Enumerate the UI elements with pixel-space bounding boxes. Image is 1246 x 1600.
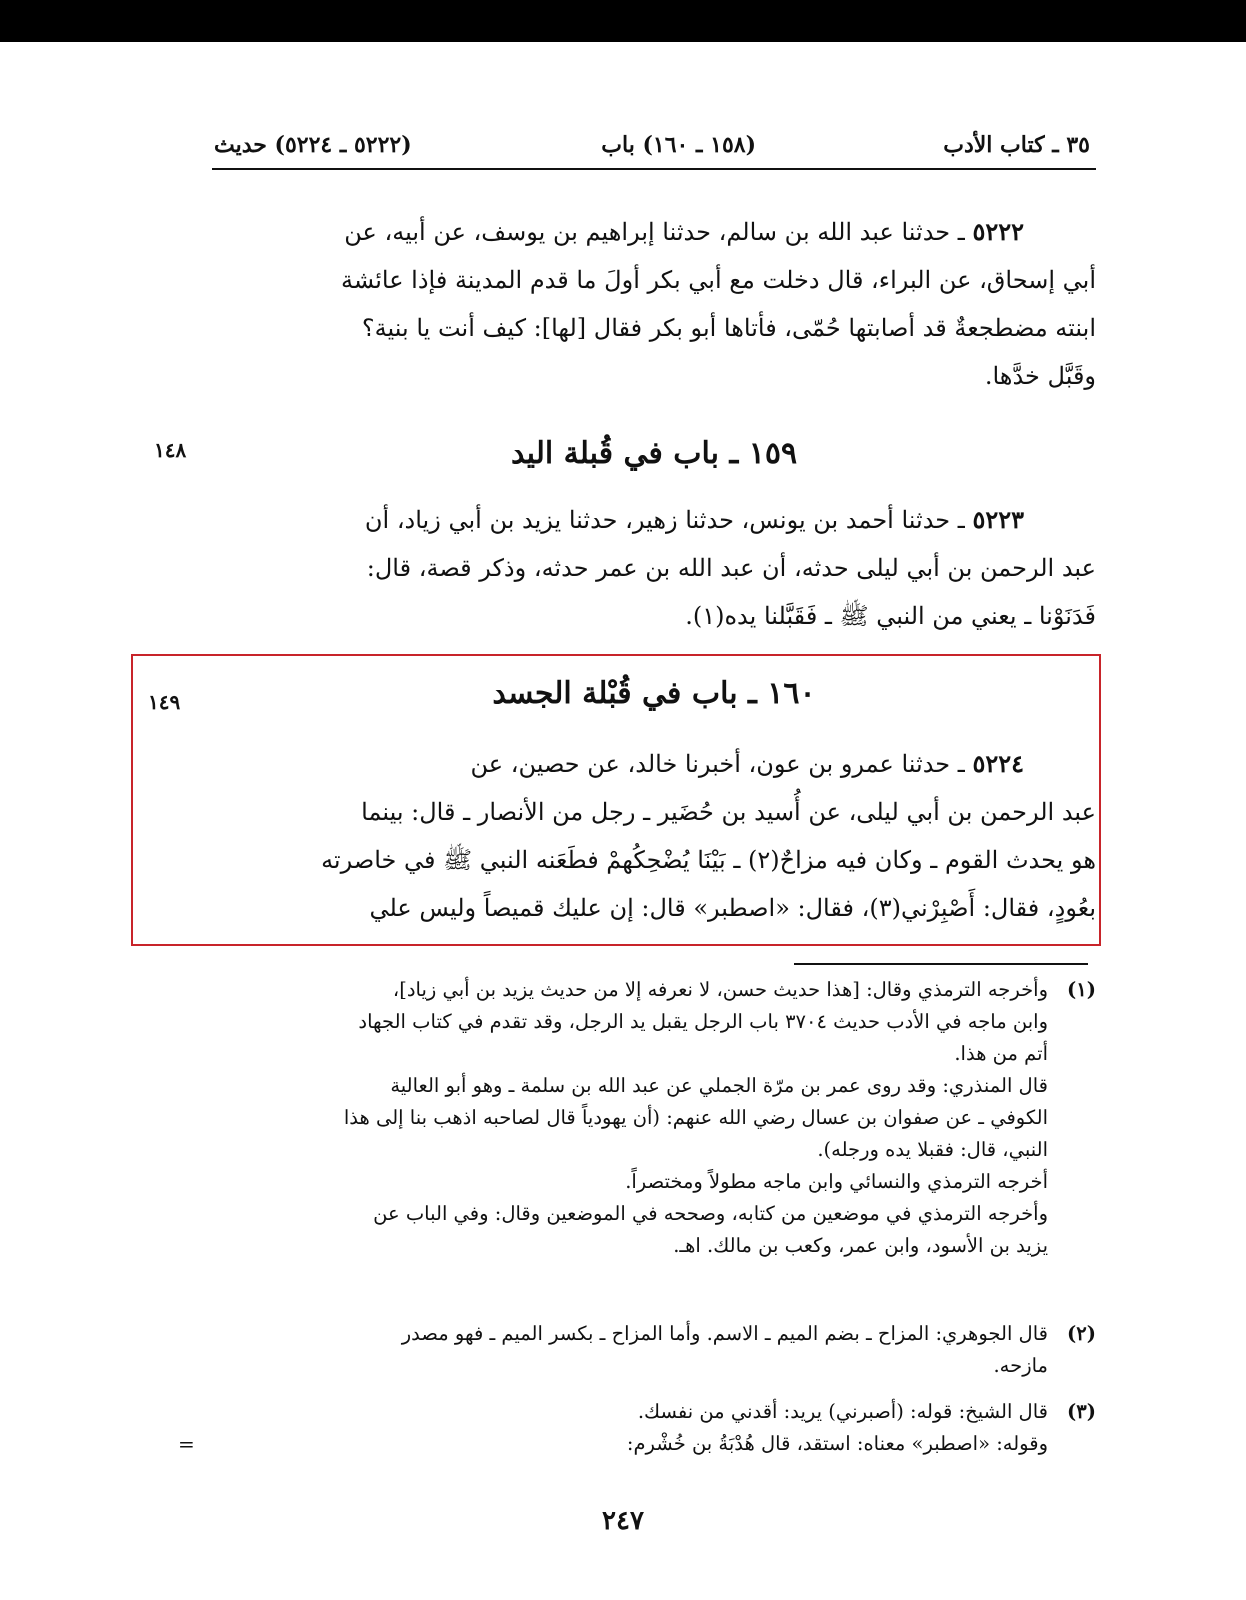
footnote-3 bbox=[196, 1396, 1096, 1460]
hadith-5224 bbox=[212, 740, 1096, 932]
page-number: ٢٤٧ bbox=[602, 1506, 644, 1536]
footnote-line: يزيد بن الأسود، وابن عمر، وكعب بن مالك. اهـ. bbox=[673, 1234, 1048, 1257]
hadith-line: هو يحدث القوم ـ وكان فيه مزاحٌ(٢) ـ بَيْنَا يُضْحِكُهمْ فطَعَنه النبي ﷺ في خاصرته bbox=[321, 846, 1096, 874]
hadith-line: وقَبَّل خدَّها. bbox=[984, 362, 1096, 390]
footnote-line: أخرجه الترمذي والنسائي وابن ماجه مطولاً ومختصراً. bbox=[625, 1170, 1048, 1193]
footnote-number: (٢) bbox=[1067, 1322, 1096, 1345]
continuation-mark: = bbox=[178, 1432, 195, 1456]
footnote-2 bbox=[196, 1318, 1096, 1382]
footnote-line: الكوفي ـ عن صفوان بن عسال رضي الله عنهم: (أن يهودياً قال لصاحبه اذهب بنا إلى هذا bbox=[343, 1106, 1048, 1129]
footnote-line: وابن ماجه في الأدب حديث ٣٧٠٤ باب الرجل يقبل يد الرجل، وقد تقدم في كتاب الجهاد bbox=[358, 1010, 1048, 1033]
hadith-line: ٥٢٢٤ ـ حدثنا عمرو بن عون، أخبرنا خالد، عن حصين، عن bbox=[470, 749, 1024, 778]
margin-number-149: ١٤٩ bbox=[148, 690, 181, 714]
hadith-number: ٥٢٢٣ bbox=[972, 505, 1024, 534]
footnote-line: مازحه. bbox=[993, 1354, 1048, 1377]
footnote-number: (٣) bbox=[1067, 1400, 1096, 1423]
header-hadith-range: (٥٢٢٢ ـ ٥٢٢٤) حديث bbox=[214, 132, 412, 158]
header-book-title: ٣٥ ـ كتاب الأدب bbox=[943, 132, 1090, 158]
hadith-5223 bbox=[212, 496, 1096, 640]
hadith-number: ٥٢٢٢ bbox=[972, 217, 1024, 246]
hadith-5222 bbox=[212, 208, 1096, 400]
hadith-line: ٥٢٢٣ ـ حدثنا أحمد بن يونس، حدثنا زهير، حدثنا يزيد بن أبي زياد، أن bbox=[364, 505, 1024, 534]
running-header bbox=[212, 124, 1096, 170]
hadith-line: عبد الرحمن بن أبي ليلى حدثه، أن عبد الله بن عمر حدثه، وذكر قصة، قال: bbox=[366, 554, 1096, 582]
footnote-line: قال الشيخ: قوله: (أصبرني) يريد: أقدني من نفسك. bbox=[637, 1400, 1048, 1423]
header-bab-range: (١٥٨ ـ ١٦٠) باب bbox=[601, 132, 756, 158]
footnote-line: قال المنذري: وقد روى عمر بن مرّة الجملي عن عبد الله بن سلمة ـ وهو أبو العالية bbox=[390, 1074, 1048, 1097]
margin-number-148: ١٤٨ bbox=[154, 438, 187, 462]
footnote-separator bbox=[794, 963, 1088, 965]
footnote-line: أتم من هذا. bbox=[954, 1042, 1048, 1065]
footnote-line: قال الجوهري: المزاح ـ بضم الميم ـ الاسم. وأما المزاح ـ بكسر الميم ـ فهو مصدر bbox=[401, 1322, 1048, 1345]
hadith-line: أبي إسحاق، عن البراء، قال دخلت مع أبي بكر أولَ ما قدم المدينة فإذا عائشة bbox=[340, 266, 1096, 294]
footnote-line: وأخرجه الترمذي في موضعين من كتابه، وصححه في الموضعين وقال: وفي الباب عن bbox=[373, 1202, 1048, 1225]
footnote-line: وقوله: «اصطبر» معناه: استقد، قال هُدْبَةُ بن خُشْرم: bbox=[626, 1432, 1048, 1455]
bab-159-heading: ١٥٩ ـ باب في قُبلة اليد bbox=[510, 436, 798, 471]
hadith-line: بعُودٍ، فقال: أَصْبِرْني(٣)، فقال: «اصطبر» قال: إن عليك قميصاً وليس علي bbox=[369, 894, 1096, 922]
hadith-number: ٥٢٢٤ bbox=[972, 749, 1024, 778]
footnote-line: وأخرجه الترمذي وقال: [هذا حديث حسن، لا نعرفه إلا من حديث يزيد بن أبي زياد]، bbox=[392, 978, 1048, 1001]
footnote-number: (١) bbox=[1067, 978, 1096, 1001]
footnote-line: النبي، قال: فقبلا يده ورجله). bbox=[817, 1138, 1048, 1161]
hadith-line: فَدَنَوْنا ـ يعني من النبي ﷺ ـ فَقَبَّلنا يده(١). bbox=[685, 602, 1096, 630]
hadith-line: ٥٢٢٢ ـ حدثنا عبد الله بن سالم، حدثنا إبراهيم بن يوسف، عن أبيه، عن bbox=[344, 217, 1024, 246]
hadith-line: عبد الرحمن بن أبي ليلى، عن أُسيد بن حُضَير ـ رجل من الأنصار ـ قال: بينما bbox=[361, 798, 1096, 826]
hadith-line: ابنته مضطجعةٌ قد أصابتها حُمّى، فأتاها أبو بكر فقال [لها]: كيف أنت يا بنية؟ bbox=[361, 314, 1096, 342]
bab-160-heading: ١٦٠ ـ باب في قُبْلة الجسد bbox=[492, 676, 816, 711]
footnote-1 bbox=[196, 974, 1096, 1262]
